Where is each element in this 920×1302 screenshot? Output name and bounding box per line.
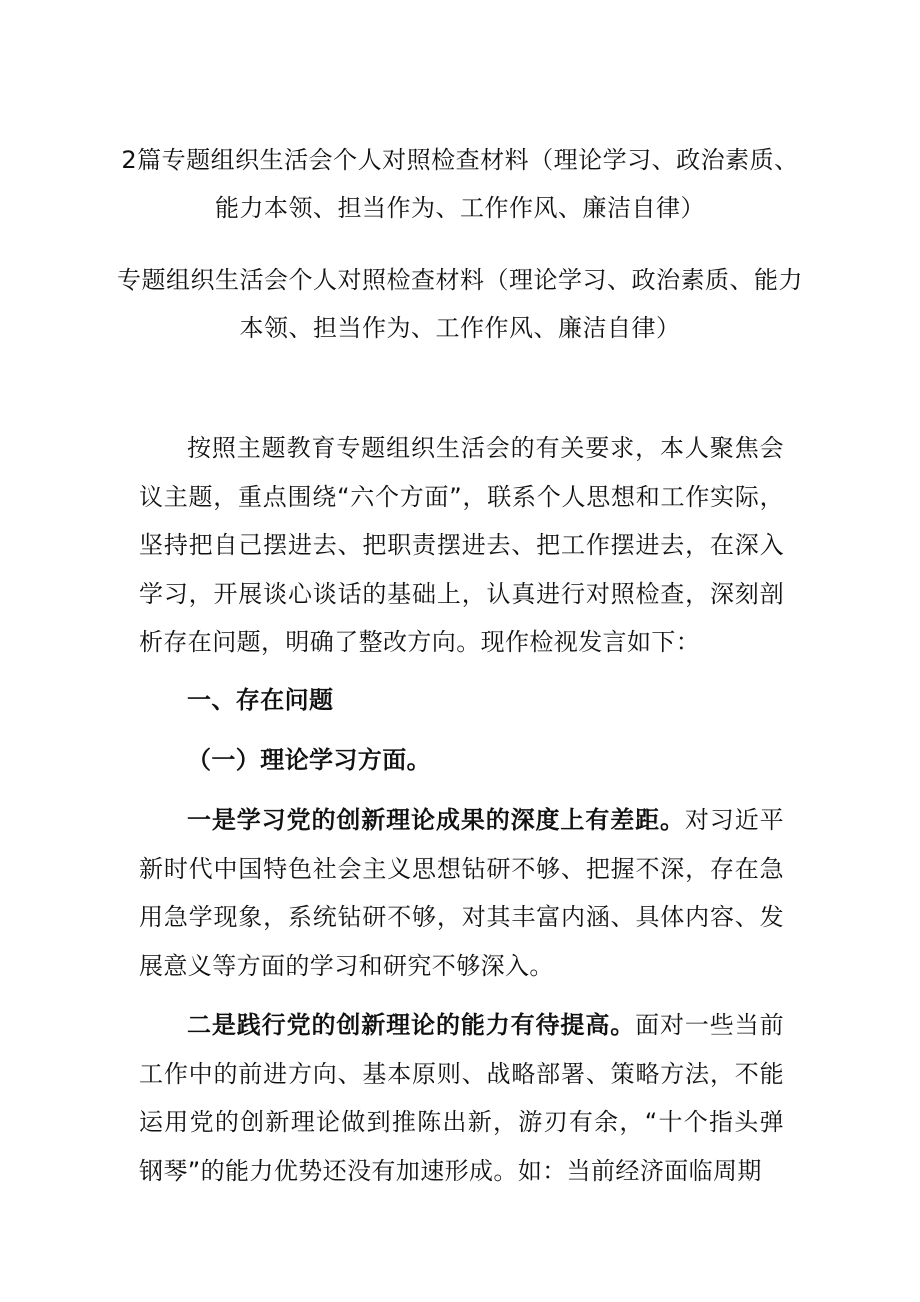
point-two-body: 面对一些当前工作中的前进方向、基本原则、战略部署、策略方法，不能运用党的创新理论做到推陈出新，游刃有余，“十个指头弹钢琴”的能力优势还没有加速形成。如：当前经济面临周期 bbox=[139, 1011, 785, 1185]
point-two-paragraph bbox=[139, 1001, 784, 1195]
document-main-title: 2篇专题组织生活会个人对照检查材料（理论学习、政治素质、能力本领、担当作为、工作作风、廉洁自律） bbox=[121, 146, 799, 222]
document-sub-title: 专题组织生活会个人对照检查材料（理论学习、政治素质、能力本领、担当作为、工作作风、廉洁自律） bbox=[117, 266, 803, 342]
intro-paragraph: 按照主题教育专题组织生活会的有关要求，本人聚焦会议主题，重点围绕“六个方面”，联系个人思想和工作实际，坚持把自己摆进去、把职责摆进去、把工作摆进去，在深入学习，开展谈心谈话的基础上，认真进行对照检查，深刻剖析存在问题，明确了整改方向。现作检视发言如下： bbox=[139, 434, 784, 657]
point-one-lead: 一是学习党的创新理论成果的深度上有差距。 bbox=[187, 806, 685, 834]
point-one-body: 对习近平新时代中国特色社会主义思想钻研不够、把握不深，存在急用急学现象，系统钻研不够，对其丰富内涵、具体内容、发展意义等方面的学习和研究不够深入。 bbox=[139, 806, 784, 980]
point-one-paragraph bbox=[139, 796, 784, 990]
point-two-lead: 二是践行党的创新理论的能力有待提高。 bbox=[187, 1011, 636, 1039]
section-heading-issues: 一、存在问题 bbox=[187, 686, 334, 714]
subsection-heading-theory: （一）理论学习方面。 bbox=[187, 746, 431, 774]
